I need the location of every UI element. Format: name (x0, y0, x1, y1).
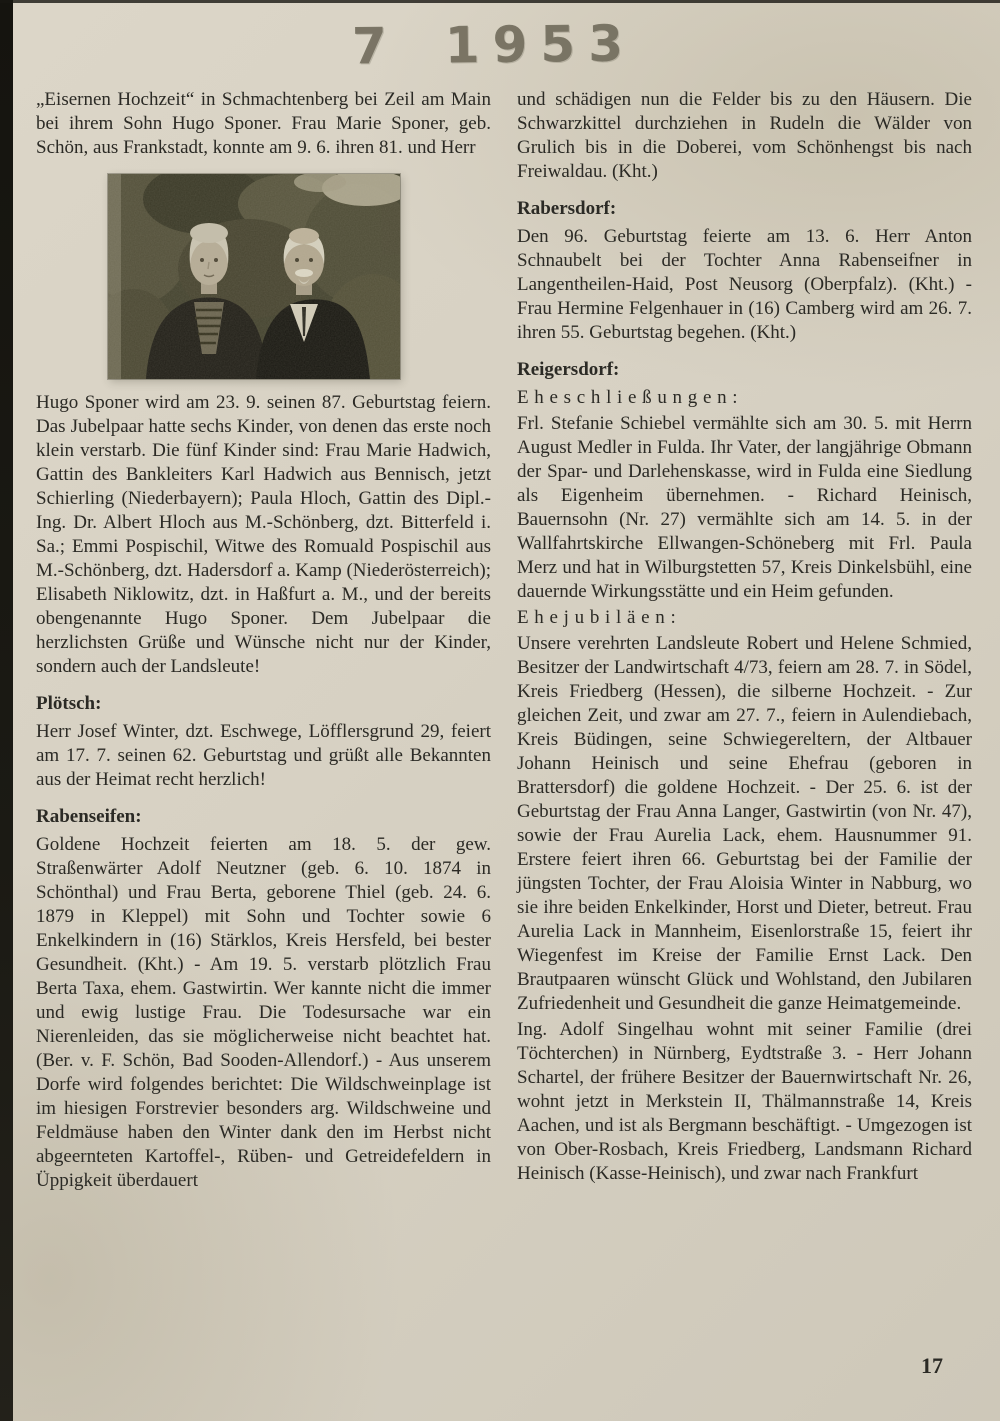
heading-rabenseifen: Rabenseifen: (36, 806, 142, 827)
stamp-year: 1953 (444, 14, 637, 75)
para-rabenseifen-news: Goldene Hochzeit feierten am 18. 5. der gew. Straßenwärter Adolf Neutzner (geb. 6. 10. 1874 in Schönthal) und Frau Berta, geborene Thiel (geb. 24. 6. 1879 in Kleppel) mit Sohn und Tochter sowie 6 Enkelkindern in (16) Stärklos, Kreis Hersfeld, bei bester Gesundheit. (Kht.) - Am 19. 5. verstarb plötzlich Frau Berta Taxa, ehem. Gastwirtin. Wer kannte nicht die immer und ewig lustige Frau. Die Todesursache war ein Nierenleiden, das sie möglicherweise nicht beachtet hat. (Ber. v. F. Schön, Bad Sooden-Allendorf.) - Aus unserem Dorfe wird folgendes berichtet: Die Wildschweinplage ist im hiesigen Forstrevier besonders arg. Wildschweine und Feldmäuse haben den Winter dank den im Herbst nicht abgeernteten Kartoffel-, Rüben- und Getreidefeldern in Üppigkeit überdauert (36, 834, 491, 1191)
page-number: 17 (921, 1353, 943, 1378)
para-sponer-family: Hugo Sponer wird am 23. 9. seinen 87. Geburtstag feiern. Das Jubelpaar hatte sechs Kinder, von denen das erste noch klein verstarb. Die fünf Kinder sind: Frau Marie Hadwich, Gattin des Bankleiters Karl Hadwich aus Bennisch, jetzt Schierling (Niederbayern); Paula Hloch, Gattin des Dipl.-Ing. Dr. Albert Hloch aus M.-Schönberg, dzt. Bitterfeld i. Sa.; Emmi Pospischil, Witwe des Romuald Pospischil aus M.-Schönberg, dzt. Hadersdorf a. Kamp (Niederösterreich); Elisabeth Niklowitz, dzt. in Haßfurt a. M., und der bereits obengenannte Hugo Sponer. Dem Jubelpaar die herzlichsten Grüße und Wünsche nicht nur der Kinder, sondern auch der Landsleute! (36, 392, 491, 677)
para-rabersdorf-news: Den 96. Geburtstag feierte am 13. 6. Herr Anton Schnaubelt bei der Tochter Anna Rabenseifner in Langentheilen-Haid, Post Neusorg (Oberpfalz). (Kht.) - Frau Hermine Felgenhauer in (16) Camberg wird am 26. 7. ihren 55. Geburtstag begehen. (Kht.) (517, 226, 972, 343)
para-umzuege: Ing. Adolf Singelhau wohnt mit seiner Familie (drei Töchterchen) in Nürnberg, Eydtstraße 3. - Herr Johann Schartel, der frühere Besitzer der Bauernwirtschaft Nr. 26, wohnt jetzt in Merkstein II, Thälmannstraße 14, Kreis Aachen, und ist als Bergmann beschäftigt. - Umgezogen ist von Ober-Rosbach, Kreis Friedberg, Landsmann Richard Heinisch (Kasse-Heinisch), und zwar nach Frankfurt (517, 1019, 972, 1184)
para-eheschliessungen: Frl. Stefanie Schiebel vermählte sich am 30. 5. mit Herrn August Medler in Fulda. Ihr Vater, der langjährige Obmann der Spar- und Darlehenskasse, wird in Fulda eine Siedlung als Eigenheim übernehmen. - Richard Heinisch, Bauernsohn (Nr. 27) vermählte sich am 14. 5. in der Wallfahrtskirche Ellwangen-Schöneberg mit Frl. Paula Merz und hat in Wilburgstetten 57, Kreis Dinkelsbühl, eine dauernde Wirkungsstätte und ein Heim gefunden. (517, 413, 972, 602)
two-column-text-area (36, 88, 972, 1195)
heading-ploetsch: Plötsch: (36, 693, 102, 714)
left-column (36, 88, 491, 1195)
stamp-issue-number: 7 (351, 17, 388, 76)
heading-rabersdorf: Rabersdorf: (517, 198, 617, 219)
right-column (517, 88, 972, 1195)
scan-edge-top-artifact (0, 0, 1000, 3)
scan-edge-left-artifact (0, 0, 13, 1421)
couple-photo (108, 174, 400, 379)
para-wildschwein-continuation: und schädigen nun die Felder bis zu den Häusern. Die Schwarzkittel durchziehen in Rudeln die Wälder von Grulich bis in die Doberei, vom Schönhengst bis nach Freiwaldau. (Kht.) (517, 89, 972, 182)
para-eiserne-hochzeit-intro: „Eisernen Hochzeit“ in Schmachtenberg bei Zeil am Main bei ihrem Sohn Hugo Sponer. Frau Marie Sponer, geb. Schön, aus Frankstadt, konnte am 9. 6. ihren 81. und Herr (36, 89, 491, 158)
subheading-ehejubilaeen: Ehejubiläen: (517, 607, 682, 628)
para-ploetsch-news: Herr Josef Winter, dzt. Eschwege, Löfflersgrund 29, feiert am 17. 7. seinen 62. Geburtstag und grüßt alle Bekannten aus der Heimat recht herzlich! (36, 721, 491, 790)
elderly-couple-photo-illustration (108, 174, 400, 379)
subheading-eheschliessungen: Eheschließungen: (517, 387, 744, 408)
para-ehejubilaeen: Unsere verehrten Landsleute Robert und Helene Schmied, Besitzer der Landwirtschaft 4/73, feiern am 28. 7. in Södel, Kreis Friedberg (Hessen), die silberne Hochzeit. - Zur gleichen Zeit, und zwar am 27. 7., feiern in Aulendiebach, Kreis Büdingen, seine Schwiegereltern, der Altbauer Johann Heinisch und seine Ehefrau (geboren in Brattersdorf) die goldene Hochzeit. - Der 25. 6. ist der Geburtstag der Frau Anna Langer, Gastwirtin (von Nr. 47), sowie der Frau Aurelia Lack, ehem. Hausnummer 91. Erstere feiert ihren 66. Geburtstag bei der Familie der jüngsten Tochter, der Frau Aloisia Winter in Nabburg, wo sie ihre beiden Enkelkinder, Horst und Dieter, betreut. Frau Aurelia Lack in Mannheim, Eisenlorstraße 15, feiert ihr Wiegenfest im Kreise der Familie Ernst Lack. Den Brautpaaren wünscht Glück und Wohlstand, den Jubilaren Zufriedenheit und Gesundheit die ganze Heimatgemeinde. (517, 633, 972, 1014)
date-stamp (352, 15, 637, 76)
heading-reigersdorf: Reigersdorf: (517, 359, 620, 380)
